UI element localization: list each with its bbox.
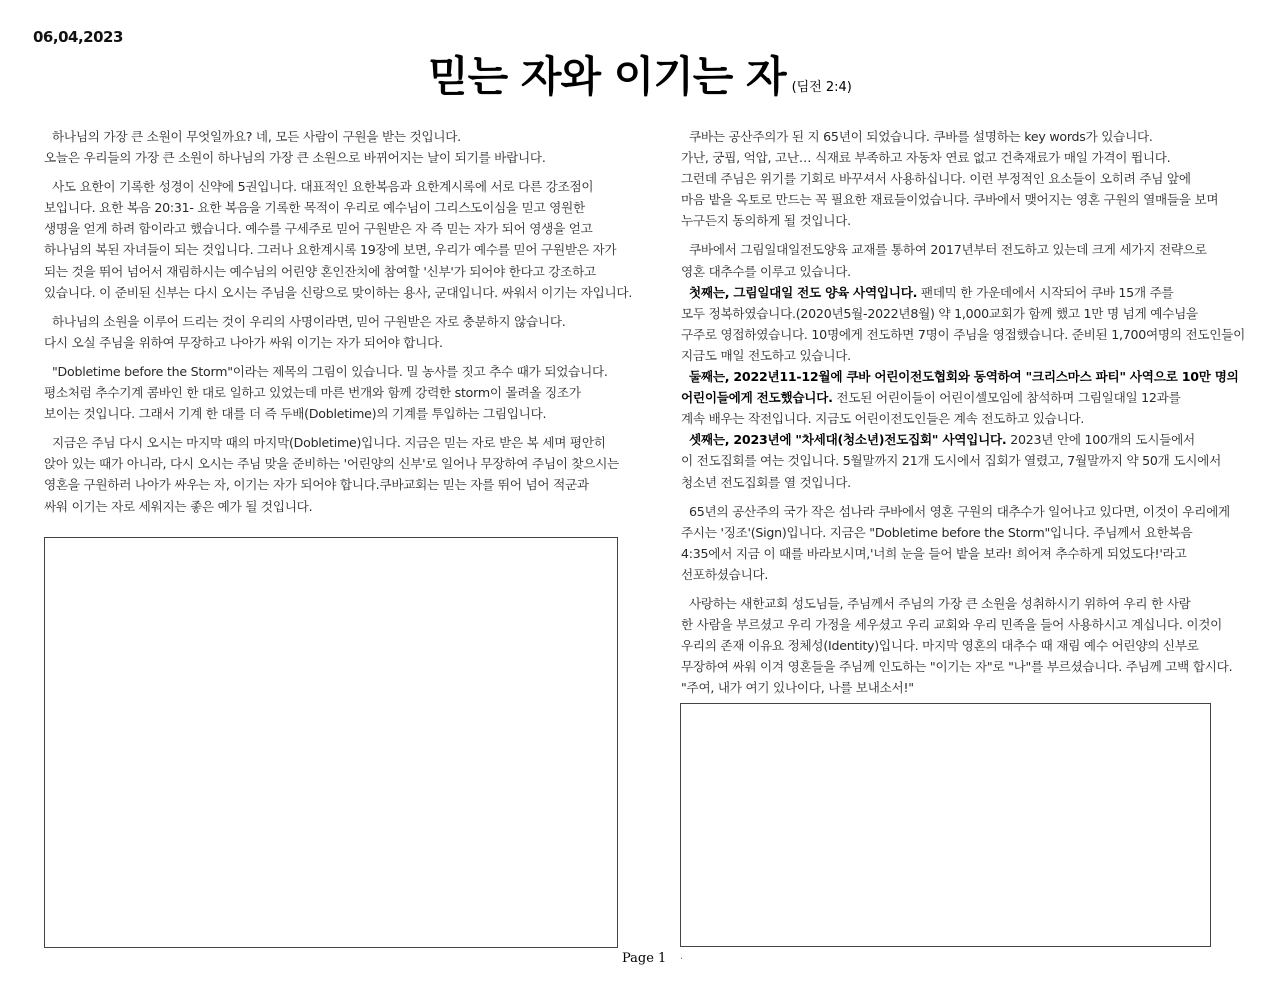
text-line: 구주로 영접하였습니다. 10명에게 전도하면 7명이 주님을 영접했습니다. 준비된 1,700여명의 전도인들이 [681,326,1246,342]
text-line: 생명을 얻게 하려 함이라고 했습니다. 예수를 구세주로 믿어 구원받은 자 즉 믿는 자가 되어 영생을 얻고 [44,221,593,237]
date-label: 06,04,2023 [33,28,123,46]
right-paragraph-4 [681,593,1233,698]
text-line: 평소처럼 추수기계 콤바인 한 대로 일하고 있었는데 마른 번개와 함께 강력한 storm이 몰려올 징조가 [44,385,581,401]
right-strategy-third [681,429,1221,492]
text-line: 지금도 매일 전도하고 있습니다. [681,347,851,363]
left-paragraph-4 [44,361,624,424]
text-line: 계속 배우는 작전입니다. 지금도 어린이전도인들은 계속 전도하고 있습니다. [681,411,1085,427]
text-fragment: 2023년 안에 100개의 도시들에서 [1006,432,1195,448]
text-line: 지금은 주님 다시 오시는 마지막 때의 마지막(Dobletime)입니다. 지금은 믿는 자로 받은 복 세며 평안히 [52,435,606,451]
left-paragraph-5 [44,432,624,516]
right-column [681,126,1246,706]
left-image-box [44,537,618,948]
title-block [0,44,1280,104]
text-line: 65년의 공산주의 국가 작은 섬나라 쿠바에서 영혼 구원의 대추수가 일어나고 있다면, 이것이 우리에게 [689,503,1230,519]
text-line: 청소년 전도집회를 열 것입니다. [681,474,851,490]
text-line: 쿠바는 공산주의가 된 지 65년이 되었습니다. 쿠바를 설명하는 key words가 있습니다. [689,129,1153,144]
text-line: "주여, 내가 여기 있나이다, 나를 보내소서!" [681,680,914,696]
scripture-reference: (딤전 2:4) [791,80,852,95]
text-line: "Dobletime before the Storm"이라는 제목의 그림이 있습니다. 밀 농사를 짓고 추수 때가 되었습니다. [52,363,608,379]
text-line: 보입니다. 요한 복음 20:31- 요한 복음을 기록한 목적이 우리로 예수님이 그리스도이심을 믿고 영원한 [44,200,585,216]
text-line: 사도 요한이 기록한 성경이 신약에 5권입니다. 대표적인 요한복음과 요한계시록에 서로 다른 강조점이 [52,179,594,195]
text-line: 되는 것을 뛰어 넘어서 재림하시는 예수님의 어린양 혼인잔치에 참여할 '신부'가 되어야 한다고 강조하고 [44,263,596,279]
text-line: 있습니다. 이 준비된 신부는 다시 오시는 주님을 신랑으로 맞이하는 용사, 군대입니다. 싸워서 이기는 자입니다. [44,284,633,300]
text-fragment: 전도된 어린이들이 어린이셀모임에 참석하며 그림일대일 12과를 [832,390,1181,406]
text-line: 사랑하는 새한교회 성도님들, 주님께서 주님의 가장 큰 소원을 성취하시기 위하여 우리 한 사람 [689,595,1191,611]
text-line: 마음 밭을 옥토로 만드는 꼭 필요한 재료들이었습니다. 쿠바에서 맺어지는 영혼 구원의 열매들을 보며 [681,192,1219,208]
strategy-heading: 둘째는, 2022년11-12월에 쿠바 어린이전도협회와 동역하여 "크리스마스 파티" 사역으로 10만 명의 [689,369,1239,385]
text-line: 하나님의 소원을 이루어 드리는 것이 우리의 사명이라면, 믿어 구원받은 자로 충분하지 않습니다. [52,313,566,329]
left-paragraph-1 [44,126,624,168]
text-line: 보이는 것입니다. 그래서 기계 한 대를 더 즉 두배(Dobletime)의 기계를 투입하는 그림입니다. [44,406,547,422]
right-paragraph-2 [681,239,1221,281]
text-line: 영혼 대추수를 이루고 있습니다. [681,263,851,279]
text-line: 쿠바에서 그림일대일전도양육 교재를 통하여 2017년부터 전도하고 있는데 크게 세가지 전략으로 [689,242,1207,258]
text-line: 하나님의 복된 자녀들이 되는 것입니다. 그러나 요한계시록 19장에 보면, 우리가 예수를 믿어 구원받은 자가 [44,242,617,258]
strategy-heading: 첫째는, 그림일대일 전도 양육 사역입니다. [689,284,918,300]
footer-dot: . [680,951,684,962]
text-line: 누구든지 동의하게 될 것입니다. [681,213,851,229]
right-paragraph-3 [681,501,1230,585]
text-line: 주시는 '징조'(Sign)입니다. 지금은 "Dobletime before the Storm"입니다. 주님께서 요한복음 [681,524,1193,540]
text-line: 영혼을 구원하러 나아가 싸우는 자, 이기는 자가 되어야 합니다.쿠바교회는 믿는 자를 뛰어 넘어 적군과 [44,477,589,493]
text-line [681,387,1221,408]
text-line: 모두 정복하였습니다.(2020년5월-2022년8월) 약 1,000교회가 함께 했고 1만 명 넘게 예수님을 [681,305,1198,321]
text-line: 하나님의 가장 큰 소원이 무엇일까요? 네, 모든 사람이 구원을 받는 것입니다. [52,129,461,144]
page-number: Page 1 [622,951,667,966]
text-line: 그런데 주님은 위기를 기회로 바꾸셔서 사용하십니다. 이런 부정적인 요소들이 오히려 주님 앞에 [681,171,1191,187]
text-line: 4:35에서 지금 이 때를 바라보시며,'너희 눈을 들어 밭을 보라! 희어져 추수하게 되었도다!'라고 [681,545,1187,561]
text-line [681,429,1221,450]
text-line: 선포하셨습니다. [681,566,769,582]
text-line: 한 사람을 부르셨고 우리 가정을 세우셨고 우리 교회와 우리 민족을 들어 사용하시고 계십니다. 이것이 [681,617,1223,633]
page-title: 믿는 자와 이기는 자 [428,52,786,101]
strategy-heading: 셋째는, 2023년에 "차세대(청소년)전도집회" 사역입니다. [689,432,1007,448]
text-line: 무장하여 싸워 이겨 영혼들을 주님께 인도하는 "이기는 자"로 "나"를 부르셨습니다. 주님께 고백 합시다. [681,659,1233,675]
text-line: 이 전도집회를 여는 것입니다. 5월말까지 21개 도시에서 집회가 열렸고, 7월말까지 약 50개 도시에서 [681,453,1221,469]
text-line: 다시 오실 주님을 위하여 무장하고 나아가 싸워 이기는 자가 되어야 합니다. [44,334,443,350]
right-paragraph-1 [681,126,1221,231]
text-line: 앉아 있는 때가 아니라, 다시 오시는 주님 맞을 준비하는 '어린양의 신부'로 일어나 무장하여 주님이 찾으시는 [44,456,620,472]
right-strategy-first [681,282,1246,366]
text-line: 가난, 궁핍, 억압, 고난… 식재료 부족하고 자동차 연료 없고 건축재료가 매일 가격이 뜁니다. [681,150,1171,166]
left-paragraph-2 [44,176,633,303]
strategy-heading: 어린이들에게 전도했습니다. [681,390,833,406]
right-strategy-second [681,366,1239,429]
text-line: 우리의 존재 이유요 정체성(Identity)입니다. 마지막 영혼의 대추수 때 재림 예수 어린양의 신부로 [681,638,1199,654]
text-line: 싸워 이기는 자로 세워지는 좋은 예가 될 것입니다. [44,498,313,514]
left-paragraph-3 [44,311,624,353]
text-fragment: 팬데믹 한 가운데에서 시작되어 쿠바 15개 주를 [917,284,1174,300]
text-line: 오늘은 우리들의 가장 큰 소원이 하나님의 가장 큰 소원으로 바뀌어지는 날이 되기를 바랍니다. [44,150,546,166]
right-image-box [680,703,1211,947]
text-line [681,282,1221,303]
left-column [44,126,633,525]
